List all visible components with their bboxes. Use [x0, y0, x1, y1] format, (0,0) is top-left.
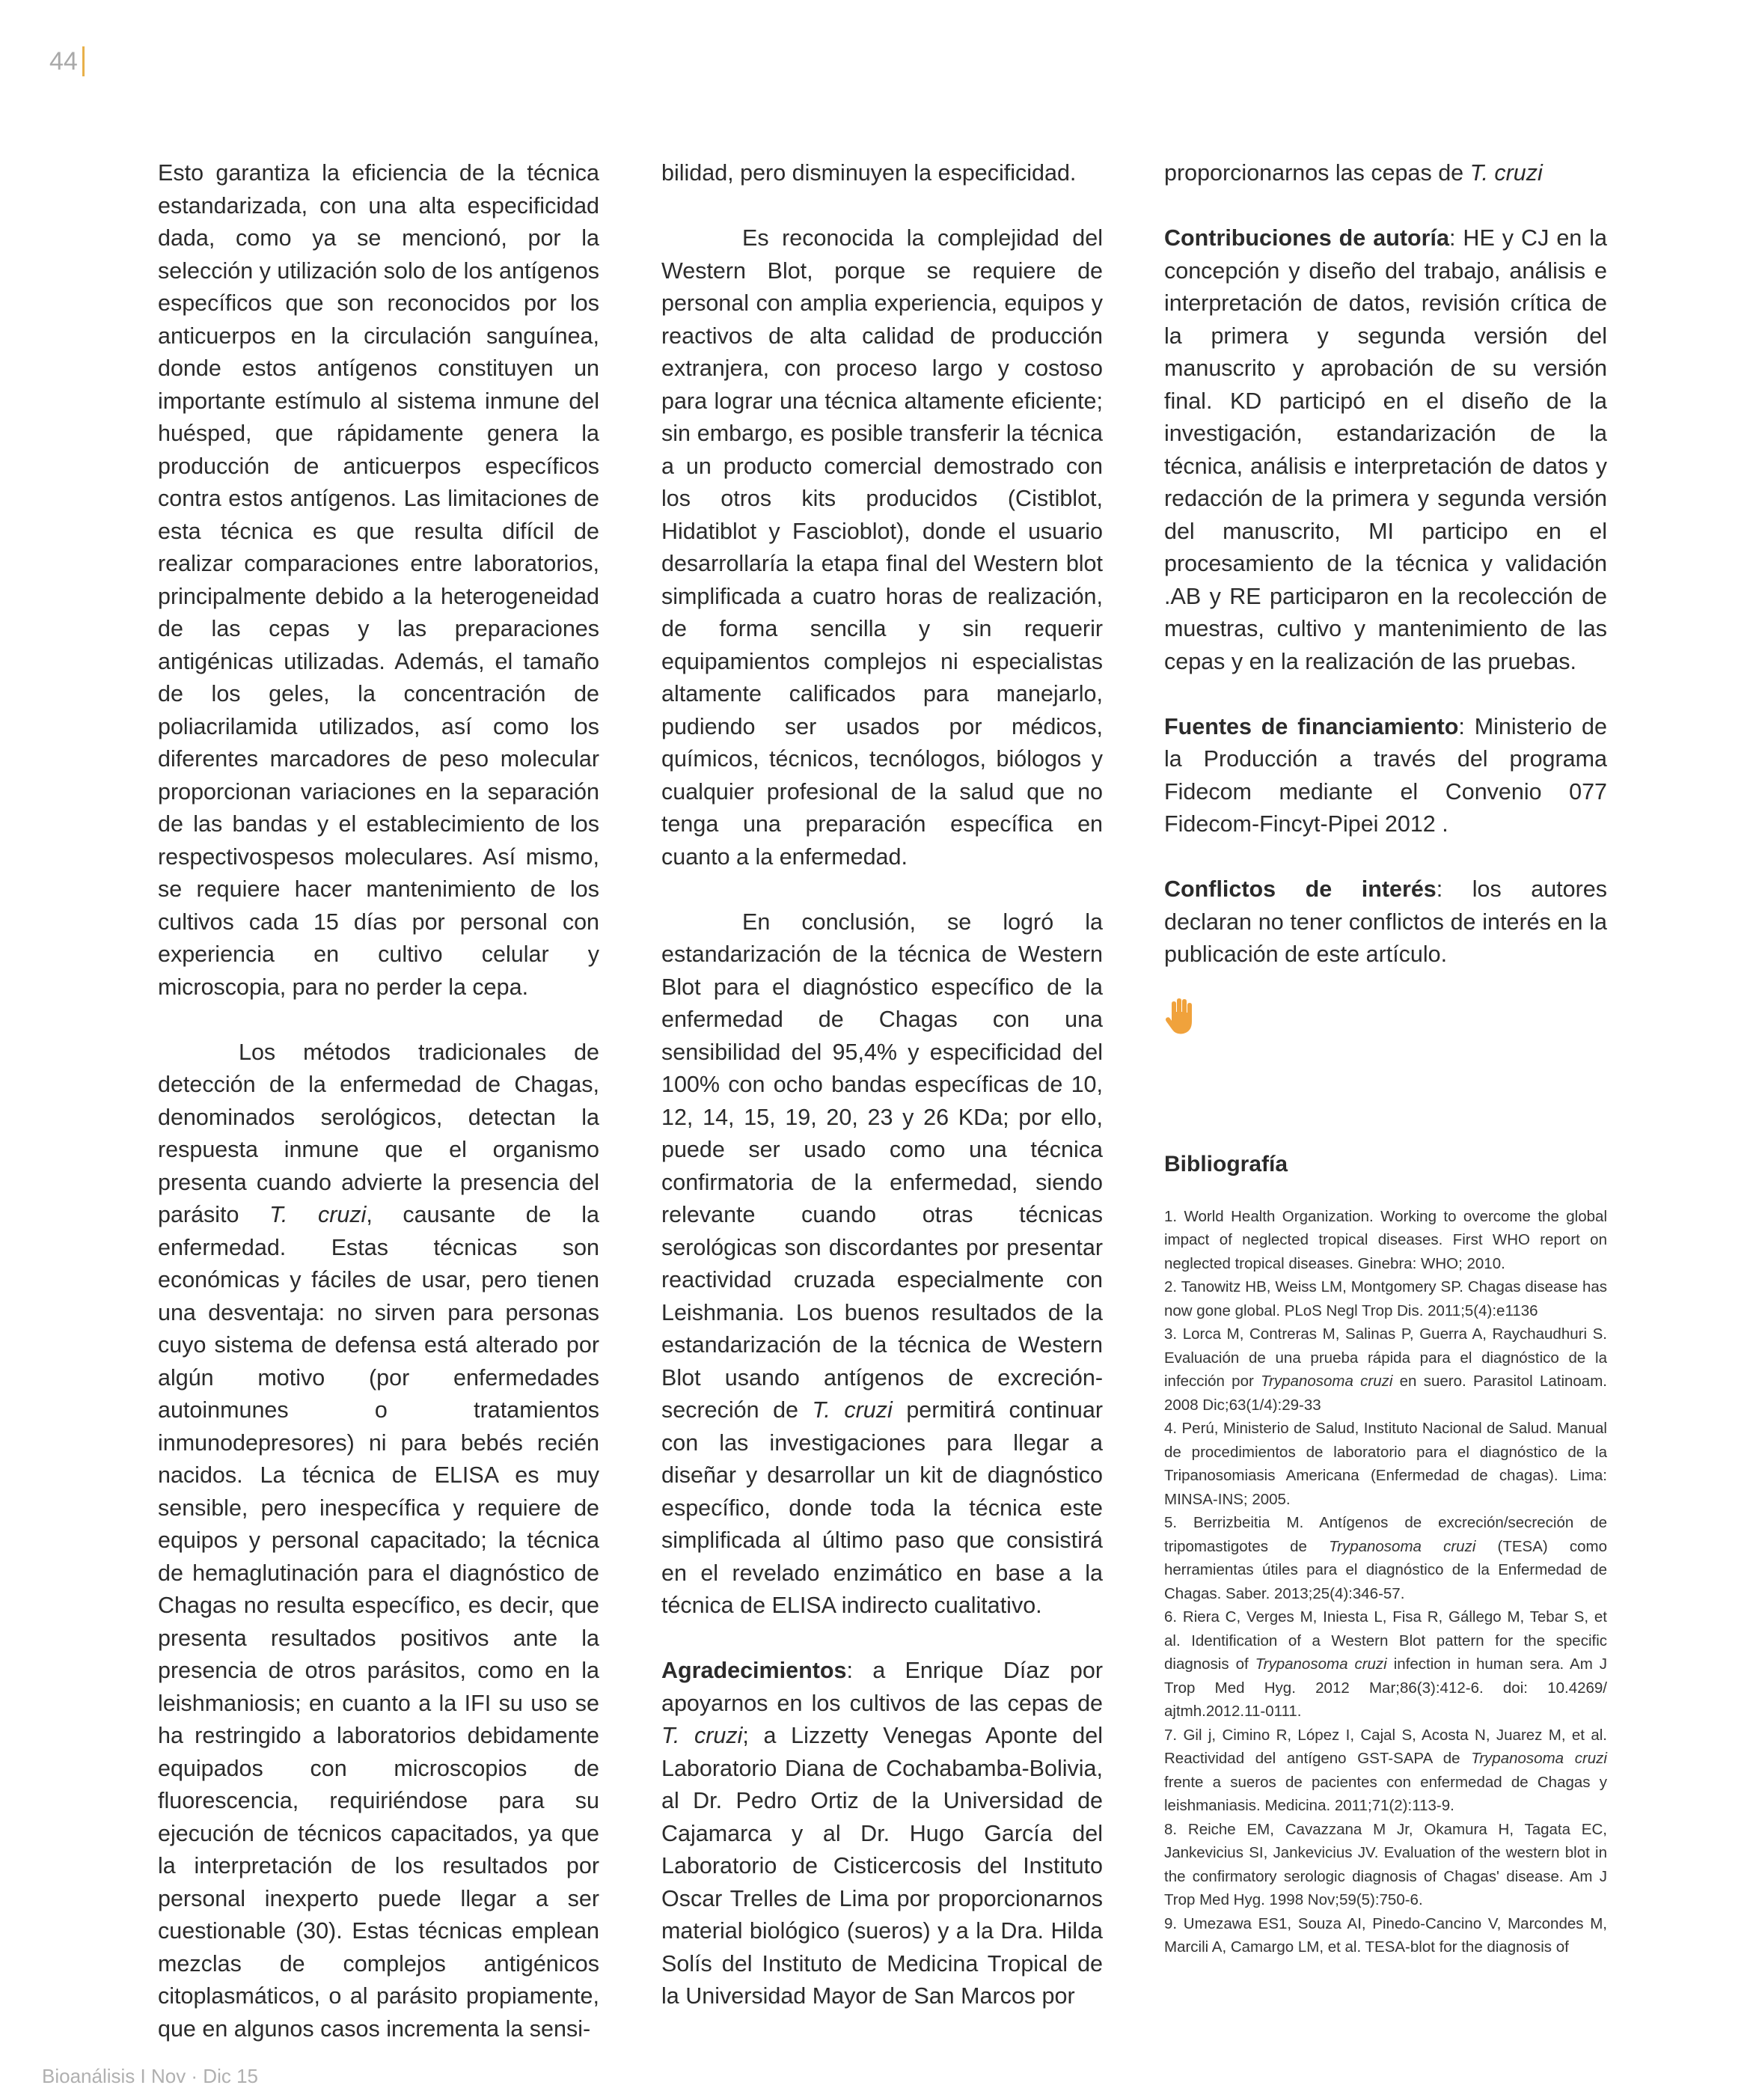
text-span: 6. Riera C, Verges M, Iniesta L, Fisa R, Gállego M, Tebar S, et al. Identification of a Western Blot pattern for the specific diagnosis of: [1164, 1608, 1607, 1673]
text-span: 5. Berrizbeitia M. Antígenos de excreción/secreción de tripomastigotes de: [1164, 1514, 1607, 1555]
italic-term: Trypanosoma cruzi: [1471, 1750, 1607, 1767]
column-middle: [661, 157, 1103, 2013]
acknowledgements-paragraph: [661, 1655, 1103, 2013]
reference-item: [1164, 1322, 1607, 1417]
paragraph: [1164, 157, 1607, 190]
text-span: permitirá continuar con las investigaciones para llegar a diseñar y desarrollar un kit de diagnóstico específico, donde toda la técnica este simplificada al último paso que consistirá en el revelado enzimático en base a la técnica de ELISA indirecto cualitativo.: [661, 1397, 1103, 1618]
reference-item: 4. Perú, Ministerio de Salud, Instituto Nacional de Salud. Manual de procedimientos de laboratorio para el diagnóstico de la Tripanosomiasis Americana (Enfermedad de chagas). Lima: MINSA-INS; 2005.: [1164, 1420, 1607, 1508]
hand-icon: [1164, 997, 1197, 1036]
italic-term: Trypanosoma cruzi: [1329, 1537, 1476, 1555]
text-span: En conclusión, se logró la estandarización de la técnica de Western Blot para el diagnóstico específico de la enfermedad de Chagas con una sensibilidad del 95,4% y especificidad del 100% con ocho bandas específicas de 10, 12, 14, 15, 19, 20, 23 y 26 KDa; por ello, puede ser usado como una técnica confirmatoria de la enfermedad, siendo relevante cuando otras técnicas serológicas son discordantes por presentar reactividad cruzada especialmente con Leishmania. Los buenos resultados de la estandarización de la técnica de Western Blot usando antígenos de excreción-secreción de: [661, 909, 1103, 1423]
column-left: [158, 157, 599, 2045]
reference-item: 2. Tanowitz HB, Weiss LM, Montgomery SP. Chagas disease has now gone global. PLoS Negl Trop Dis. 2011;5(4):e1136: [1164, 1278, 1607, 1319]
paragraph: Esto garantiza la eficiencia de la técnica estandarizada, con una alta especificidad dada, como ya se mencionó, por la selección y utilización solo de los antígenos específicos que son reconocidos por los anticuerpos en la circulación sanguínea, donde estos antígenos constituyen un importante estímulo al sistema inmune del huésped, que rápidamente genera la producción de anticuerpos específicos contra estos antígenos. Las limitaciones de esta técnica es que resulta difícil de realizar comparaciones entre laboratorios, principalmente debido a la heterogeneidad de las cepas y las preparaciones antigénicas utilizadas. Además, el tamaño de los geles, la concentración de poliacrilamida utilizados, así como los diferentes marcadores de peso molecular proporcionan variaciones en la separación de las bandas y el establecimiento de los respectivospesos moleculares. Así mismo, se requiere hacer mantenimiento de los cultivos cada 15 días por personal con experiencia en cultivo celular y microscopia, para no perder la cepa.: [158, 160, 600, 1000]
text-span: ; a Lizzetty Venegas Aponte del Laboratorio Diana de Cochabamba-Bolivia, al Dr. Pedro Ortiz de la Universidad de Cajamarca y al Dr. Hugo García del Laboratorio de Cisticercosis del Instituto Oscar Trelles de Lima por proporcionarnos material biológico (sueros) y a la Dra. Hilda Solís del Instituto de Medicina Tropical de la Universidad Mayor de San Marcos por: [661, 1723, 1103, 2009]
italic-term: Trypanosoma cruzi: [1261, 1373, 1393, 1390]
conflicts-paragraph: [1164, 873, 1607, 971]
text-span: : HE y CJ en la concepción y diseño del trabajo, análisis e interpretación de datos, revisión crítica de la primera y segunda versión del manuscrito y aprobación de su versión final. KD participó en el diseño de la investigación, estandarización de la técnica, análisis e interpretación de datos y redacción de la primera y segunda versión del manuscrito, MI participo en el procesamiento de la técnica y validación .AB y RE participaron en la recolección de muestras, cultivo y mantenimiento de las cepas y en la realización de las pruebas.: [1164, 225, 1607, 674]
contributions-heading: Contribuciones de autoría: [1164, 225, 1449, 251]
reference-item: [1164, 1511, 1607, 1605]
acknowledgements-heading: Agradecimientos: [661, 1658, 847, 1683]
reference-item: 1. World Health Organization. Working to overcome the global impact of neglected tropical diseases. First WHO report on neglected tropical diseases. Ginebra: WHO; 2010.: [1164, 1207, 1607, 1272]
text-span: 3. Lorca M, Contreras M, Salinas P, Guerra A, Raychaudhuri S. Evaluación de una prueba rápida para el diagnóstico de la infección por: [1164, 1325, 1607, 1390]
text-span: Los métodos tradicionales de detección de la enfermedad de Chagas, denominados serológicos, detectan la respuesta inmune que el organismo presenta cuando advierte la presencia del parásito: [158, 1039, 599, 1227]
bibliography-heading: Bibliografía: [1164, 1151, 1288, 1176]
funding-paragraph: [1164, 711, 1607, 841]
text-span: en suero. Parasitol Latinoam. 2008 Dic;63(1/4):29-33: [1164, 1373, 1607, 1414]
text-span: , causante de la enfermedad. Estas técnicas son económicas y fáciles de usar, pero tienen una desventaja: no sirven para personas cuyo sistema de defensa está alterado por algún motivo (por enfermedades autoinmunes o tratamientos inmunodepresores) ni para bebés recién nacidos. La técnica de ELISA es muy sensible, pero inespecífica y requiere de equipos y personal capacitado; la técnica de hemaglutinación para el diagnóstico de Chagas no resulta específico, es decir, que presenta resultados positivos ante la presencia de otros parásitos, como en la leishmaniosis; en cuanto a la IFI su uso se ha restringido a laboratorios debidamente equipados con microscopios de fluorescencia, requiriéndose para su ejecución de técnicos capacitados, ya que la interpretación de los resultados por personal inexperto puede llegar a ser cuestionable (30). Estas técnicas emplean mezclas de complejos antigénicos citoplasmáticos, o al parásito propiamente, que en algunos casos incrementa la sensi-: [158, 1202, 599, 2042]
text-span: frente a sueros de pacientes con enfermedad de Chagas y leishmaniasis. Medicina. 2011;71(2):113-9.: [1164, 1773, 1607, 1814]
text-span: 7. Gil j, Cimino R, López I, Cajal S, Acosta N, Juarez M, et al. Reactividad del antígeno GST-SAPA de: [1164, 1726, 1607, 1767]
text-span: : los autores declaran no tener conflictos de interés en la publicación de este artículo.: [1164, 876, 1607, 967]
italic-term: T. cruzi: [812, 1397, 893, 1423]
text-span: (TESA) como herramientas útiles para el diagnóstico de la Enfermedad de Chagas. Saber. 2013;25(4):346-57.: [1164, 1537, 1608, 1602]
paragraph: [158, 1037, 599, 2046]
conflicts-heading: Conflictos de interés: [1164, 876, 1437, 902]
funding-heading: Fuentes de financiamiento: [1164, 713, 1459, 739]
italic-term: T. cruzi: [269, 1202, 367, 1227]
paragraph: Es reconocida la complejidad del Western Blot, porque se requiere de personal con amplia experiencia, equipos y reactivos de alta calidad de producción extranjera, con proceso largo y costoso para lograr una técnica altamente eficiente; sin embargo, es posible transferir la técnica a un producto comercial demostrado con los otros kits producidos (Cistiblot, Hidatiblot y Fascioblot), donde el usuario desarrollaría la etapa final del Western blot simplificada a cuatro horas de realización, de forma sencilla y sin requerir equipamientos complejos ni especialistas altamente calificados para manejarlo, pudiendo ser usados por médicos, químicos, técnicos, tecnólogos, biólogos y cualquier profesional de la salud que no tenga una preparación específica en cuanto a la enfermedad.: [661, 225, 1103, 870]
contributions-paragraph: [1164, 222, 1607, 678]
reference-item: 9. Umezawa ES1, Souza AI, Pinedo-Cancino V, Marcondes M, Marcili A, Camargo LM, et al. TESA-blot for the diagnosis of: [1164, 1914, 1607, 1956]
text-span: : a Enrique Díaz por apoyarnos en los cultivos de las cepas de: [661, 1658, 1103, 1716]
page-number: 44: [49, 46, 85, 76]
column-right: [1164, 157, 1607, 1959]
paragraph: [661, 906, 1103, 1623]
italic-term: T. cruzi: [661, 1723, 743, 1748]
footer-journal-issue: Bioanálisis I Nov · Dic 15: [42, 2065, 258, 2087]
text-span: : Ministerio de la Producción a través del programa Fidecom mediante el Convenio 077 Fidecom-Fincyt-Pipei 2012 .: [1164, 713, 1607, 837]
reference-item: [1164, 1724, 1607, 1818]
italic-term: T. cruzi: [1469, 160, 1543, 186]
bibliography-list: [1164, 1205, 1607, 1959]
paragraph: bilidad, pero disminuyen la especificidad.: [661, 160, 1077, 186]
italic-term: Trypanosoma cruzi: [1255, 1655, 1387, 1673]
text-span: infection in human sera. Am J Trop Med Hyg. 2012 Mar;86(3):412-6. doi: 10.4269/ ajtmh.2012.11-0111.: [1164, 1655, 1607, 1720]
reference-item: 8. Reiche EM, Cavazzana M Jr, Okamura H, Tagata EC, Jankevicius SI, Jankevicius JV. Evaluation of the western blot in the confirmatory serologic diagnosis of Chagas' disease. Am J Trop Med Hyg. 1998 Nov;59(5):750-6.: [1164, 1820, 1607, 1908]
reference-item: [1164, 1605, 1607, 1724]
text-span: proporcionarnos las cepas de: [1164, 160, 1470, 186]
